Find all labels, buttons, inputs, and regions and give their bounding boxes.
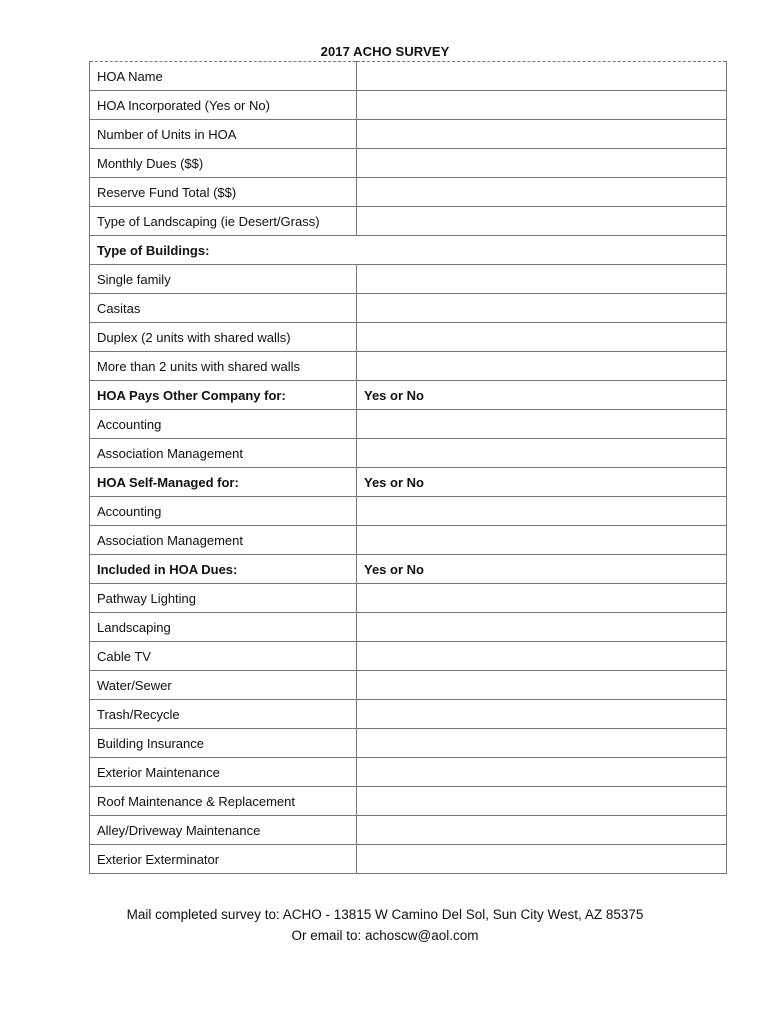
answer-field[interactable] <box>357 758 727 787</box>
answer-field[interactable] <box>357 700 727 729</box>
survey-row <box>90 323 727 352</box>
survey-row <box>90 178 727 207</box>
footer <box>0 904 770 946</box>
survey-row <box>90 671 727 700</box>
survey-row <box>90 294 727 323</box>
survey-row <box>90 62 727 91</box>
survey-row <box>90 787 727 816</box>
section-header: Type of Buildings: <box>90 236 727 265</box>
row-label: HOA Name <box>90 62 357 91</box>
section-header: HOA Pays Other Company for: <box>90 381 357 410</box>
survey-title: 2017 ACHO SURVEY <box>320 44 450 59</box>
answer-field[interactable] <box>357 410 727 439</box>
row-label: Type of Landscaping (ie Desert/Grass) <box>90 207 357 236</box>
row-label: Accounting <box>90 497 357 526</box>
answer-field[interactable] <box>357 584 727 613</box>
survey-row <box>90 729 727 758</box>
row-label: Building Insurance <box>90 729 357 758</box>
answer-field[interactable] <box>357 671 727 700</box>
row-label: Pathway Lighting <box>90 584 357 613</box>
row-label: Monthly Dues ($$) <box>90 149 357 178</box>
answer-field[interactable] <box>357 729 727 758</box>
email-address: Or email to: achoscw@aol.com <box>291 928 479 943</box>
survey-row <box>90 468 727 497</box>
answer-field[interactable] <box>357 787 727 816</box>
survey-row <box>90 236 727 265</box>
survey-row <box>90 526 727 555</box>
survey-row <box>90 642 727 671</box>
survey-row <box>90 352 727 381</box>
survey-row <box>90 265 727 294</box>
survey-row <box>90 816 727 845</box>
survey-row <box>90 758 727 787</box>
survey-table <box>89 61 727 874</box>
survey-row <box>90 439 727 468</box>
survey-row <box>90 381 727 410</box>
answer-field[interactable] <box>357 816 727 845</box>
row-label: Roof Maintenance & Replacement <box>90 787 357 816</box>
answer-field[interactable] <box>357 845 727 874</box>
answer-field[interactable] <box>357 352 727 381</box>
row-label: Duplex (2 units with shared walls) <box>90 323 357 352</box>
answer-field[interactable] <box>357 613 727 642</box>
survey-row <box>90 555 727 584</box>
answer-field[interactable] <box>357 120 727 149</box>
survey-row <box>90 149 727 178</box>
answer-field[interactable] <box>357 642 727 671</box>
survey-row <box>90 613 727 642</box>
answer-field[interactable] <box>357 91 727 120</box>
survey-row <box>90 120 727 149</box>
row-label: HOA Incorporated (Yes or No) <box>90 91 357 120</box>
survey-row <box>90 497 727 526</box>
answer-field[interactable] <box>357 265 727 294</box>
answer-field[interactable] <box>357 497 727 526</box>
section-header: Included in HOA Dues: <box>90 555 357 584</box>
row-label: Casitas <box>90 294 357 323</box>
row-label: Cable TV <box>90 642 357 671</box>
answer-field[interactable] <box>357 178 727 207</box>
answer-column-header: Yes or No <box>357 381 727 410</box>
answer-field[interactable] <box>357 149 727 178</box>
section-header: HOA Self-Managed for: <box>90 468 357 497</box>
row-label: Exterior Exterminator <box>90 845 357 874</box>
answer-column-header: Yes or No <box>357 555 727 584</box>
survey-row <box>90 584 727 613</box>
answer-field[interactable] <box>357 439 727 468</box>
row-label: More than 2 units with shared walls <box>90 352 357 381</box>
row-label: Accounting <box>90 410 357 439</box>
answer-field[interactable] <box>357 62 727 91</box>
answer-field[interactable] <box>357 323 727 352</box>
answer-column-header: Yes or No <box>357 468 727 497</box>
answer-field[interactable] <box>357 526 727 555</box>
survey-row <box>90 207 727 236</box>
row-label: Association Management <box>90 526 357 555</box>
survey-row <box>90 845 727 874</box>
row-label: Association Management <box>90 439 357 468</box>
row-label: Trash/Recycle <box>90 700 357 729</box>
row-label: Number of Units in HOA <box>90 120 357 149</box>
survey-table-body <box>90 62 727 874</box>
survey-row <box>90 700 727 729</box>
survey-row <box>90 410 727 439</box>
row-label: Reserve Fund Total ($$) <box>90 178 357 207</box>
row-label: Landscaping <box>90 613 357 642</box>
survey-row <box>90 91 727 120</box>
row-label: Single family <box>90 265 357 294</box>
row-label: Exterior Maintenance <box>90 758 357 787</box>
answer-field[interactable] <box>357 294 727 323</box>
answer-field[interactable] <box>357 207 727 236</box>
row-label: Alley/Driveway Maintenance <box>90 816 357 845</box>
row-label: Water/Sewer <box>90 671 357 700</box>
mailing-address: Mail completed survey to: ACHO - 13815 W Camino Del Sol, Sun City West, AZ 85375 <box>126 907 644 922</box>
